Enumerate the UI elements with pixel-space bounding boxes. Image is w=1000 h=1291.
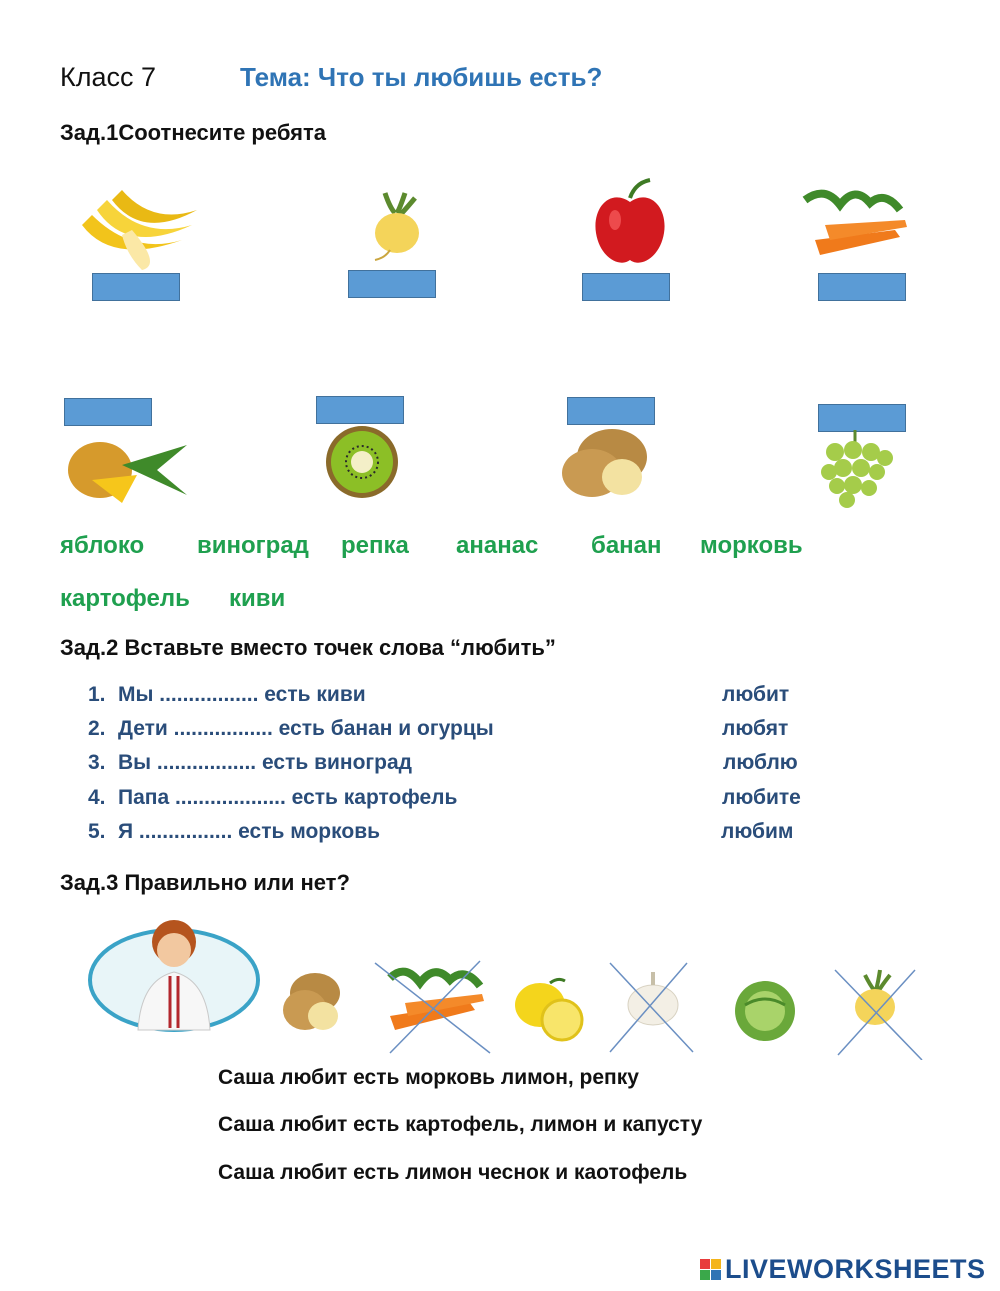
potato-icon [552,425,657,500]
verb-option: любим [721,820,794,843]
answer-box-potato[interactable] [567,397,655,425]
banana-icon [72,185,202,270]
sentence-number: 4. [88,786,106,809]
answer-box-banana[interactable] [92,273,180,301]
verb-option: любят [722,717,789,740]
verb-option: любит [722,683,790,706]
sentence-text: Мы ................. есть киви [118,683,366,706]
word-bank-item: ананас [456,532,539,559]
statement: Саша любит есть картофель, лимон и капусту [218,1113,703,1136]
liveworksheets-logo [700,1254,986,1285]
answer-box-pineapple[interactable] [64,398,152,426]
sentence-number: 1. [88,683,106,706]
logo-icon [700,1259,721,1280]
apple-icon [590,178,670,270]
word-bank-item: картофель [60,585,190,612]
sentence-number: 3. [88,751,106,774]
brand-name: LIVEWORKSHEETS [725,1254,986,1284]
class-label: Класс 7 [60,62,157,92]
carrot-icon-crossed [370,958,495,1058]
turnip-icon [345,188,455,263]
sentence-text: Папа ................... есть картофель [118,786,458,809]
sentence-text: Вы ................. есть виноград [118,751,412,774]
verb-option: любите [722,786,801,809]
task1-title: Зад.1Соотнесите ребята [60,120,326,145]
answer-box-carrot[interactable] [818,273,906,301]
sentence-number: 2. [88,717,106,740]
topic-title: Тема: Что ты любишь есть? [240,62,603,92]
pineapple-icon [62,425,192,505]
verb-option: люблю [723,751,798,774]
answer-box-kiwi[interactable] [316,396,404,424]
word-bank-item: репка [341,532,409,559]
kiwi-icon [322,422,402,502]
sentence-text: Дети ................. есть банан и огурцы [118,717,494,740]
answer-box-grapes[interactable] [818,404,906,432]
task3-title: Зад.3 Правильно или нет? [60,870,350,895]
grapes-icon [815,430,895,510]
word-bank-item: яблоко [60,532,145,559]
task2-title: Зад.2 Вставьте вместо точек слова “любить” [60,635,556,660]
word-bank-item: виноград [197,532,309,559]
garlic-icon-crossed [605,960,695,1055]
word-bank-item: банан [591,532,662,559]
boy-portrait [86,910,264,1035]
sentence-number: 5. [88,820,106,843]
cabbage-icon [725,975,805,1045]
answer-box-turnip[interactable] [348,270,436,298]
answer-box-apple[interactable] [582,273,670,301]
statement: Саша любит есть морковь лимон, репку [218,1066,639,1089]
potato-icon [275,968,350,1038]
word-bank-item: киви [229,585,286,612]
turnip-icon-crossed [830,965,925,1060]
word-bank-item: морковь [700,532,803,559]
sentence-text: Я ................ есть морковь [118,820,381,843]
statement: Саша любит есть лимон чеснок и каотофель [218,1161,688,1184]
lemon-icon [510,975,590,1043]
carrot-icon [795,185,915,265]
